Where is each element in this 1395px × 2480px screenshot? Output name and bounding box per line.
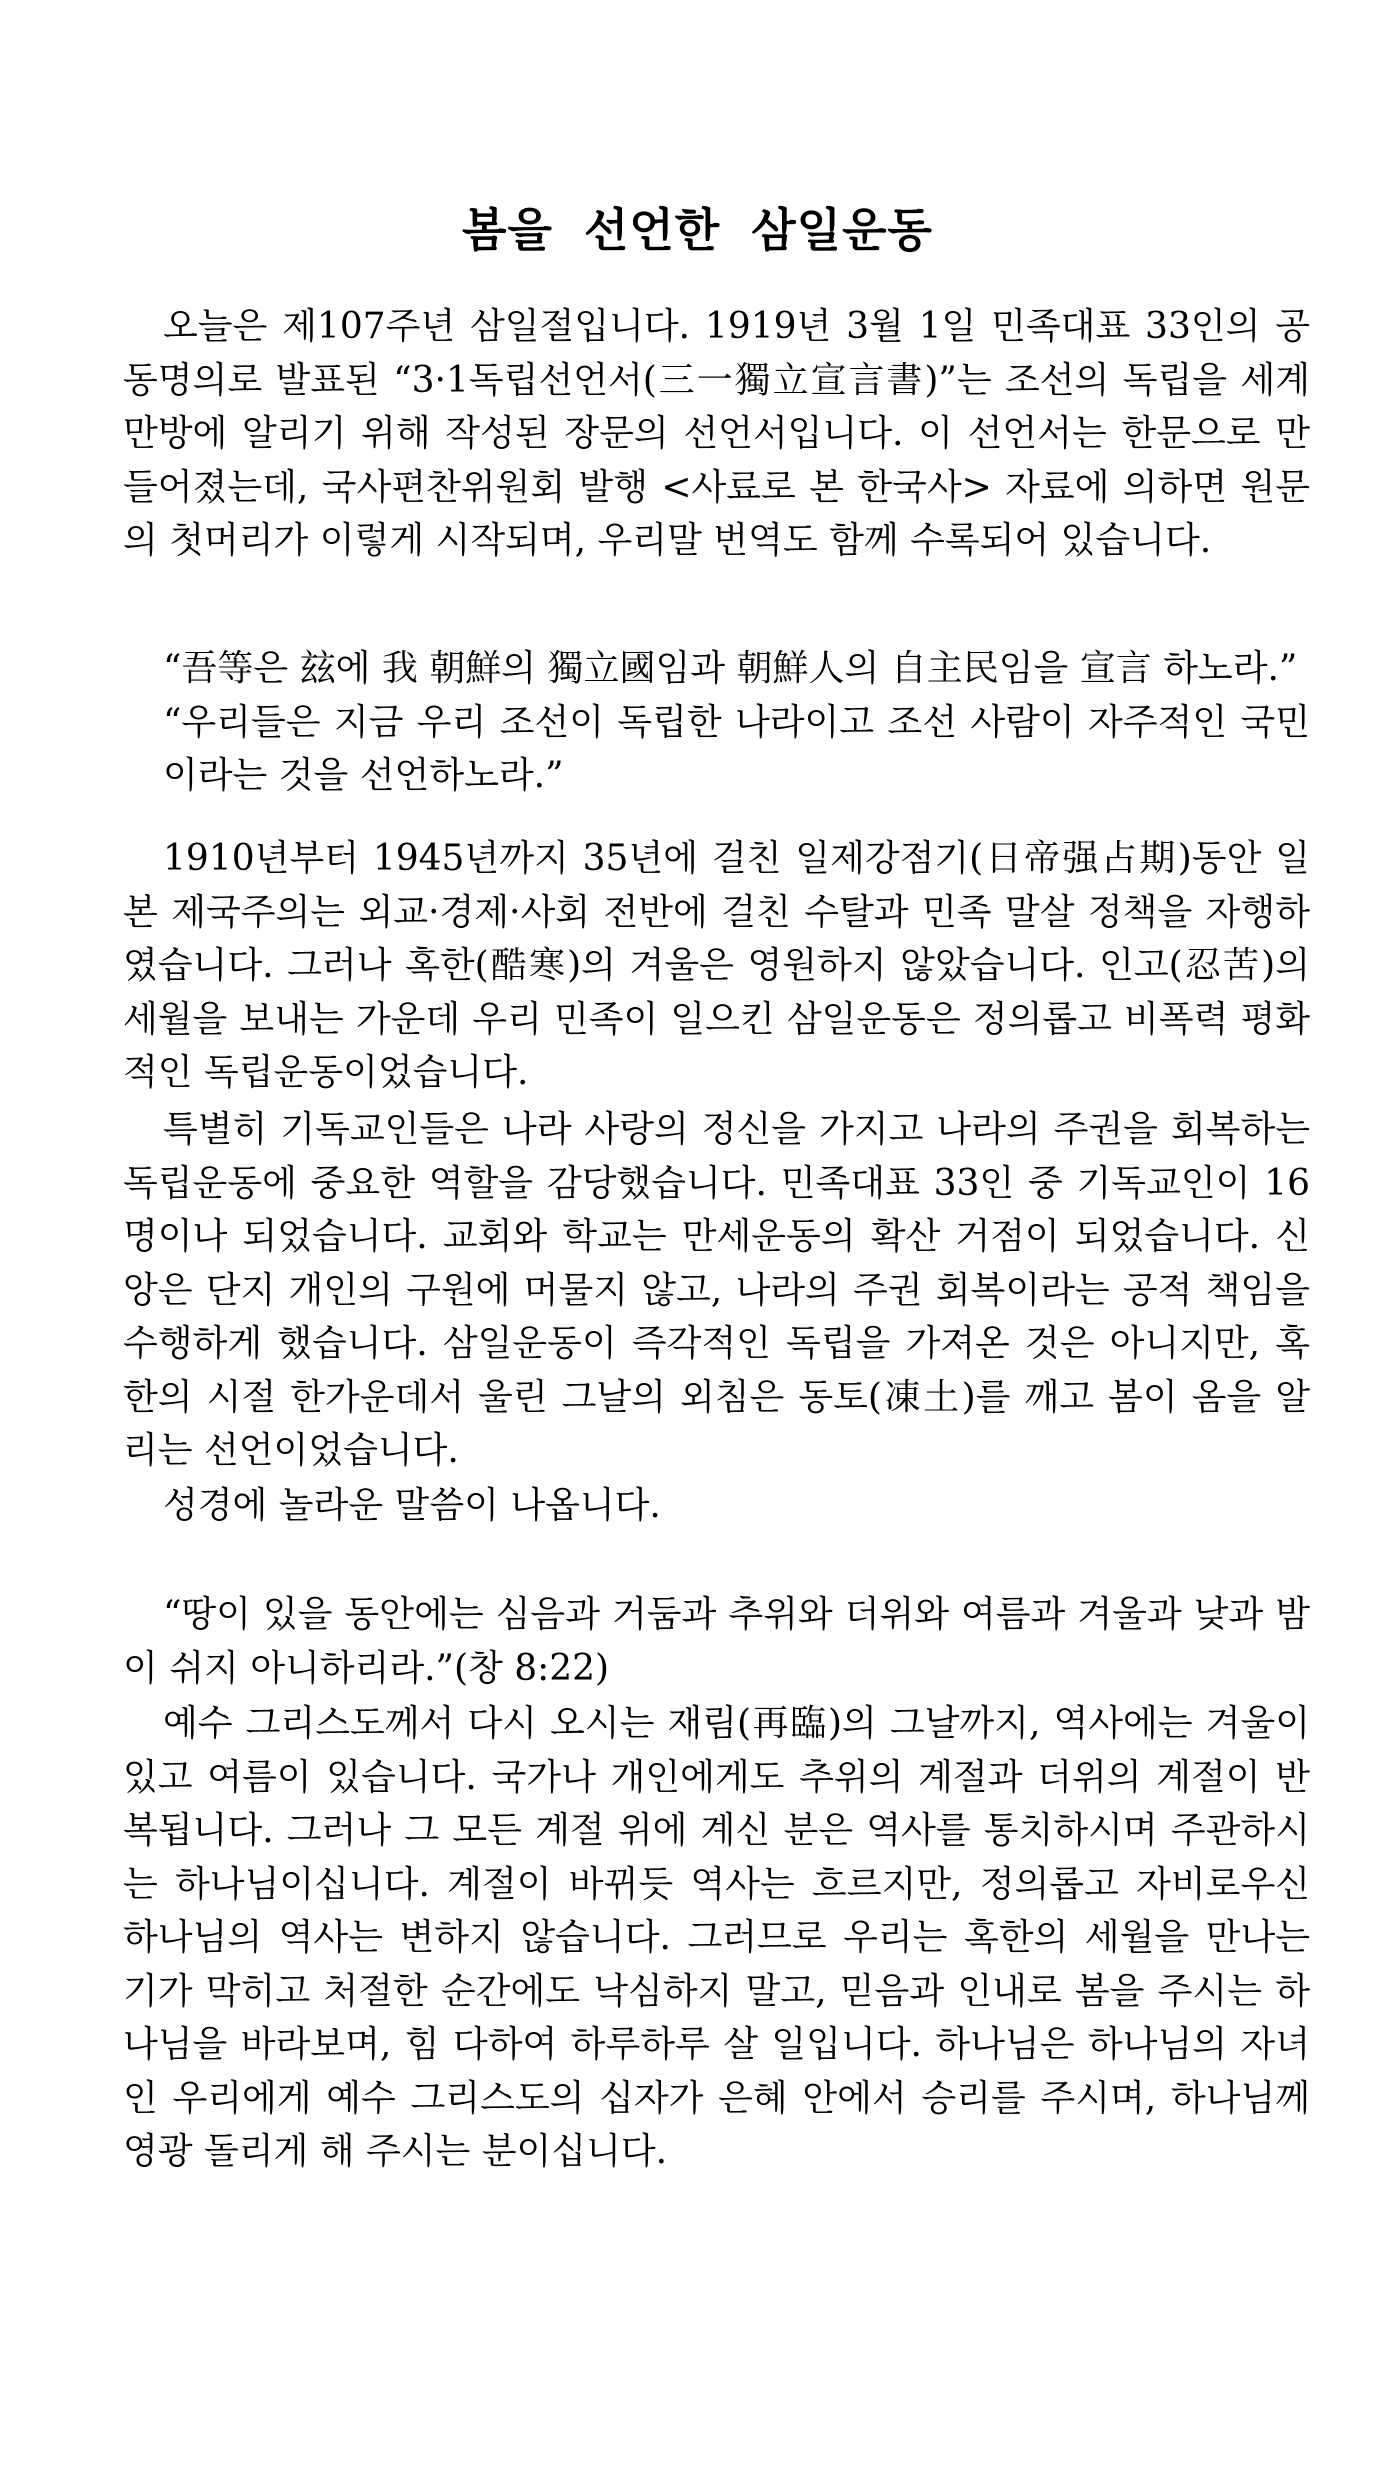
document-title: 봄을 선언한 삼일운동 [462,203,933,257]
paragraph-scripture-intro [123,1479,1310,1533]
paragraph-scripture-intro-text: 성경에 놀라운 말씀이 나옵니다. [163,1485,661,1526]
paragraph-occupation-text: 1910년부터 1945년까지 35년에 걸친 일제강점기(日帝强占期)동안 일본 제국주의는 외교·경제·사회 전반에 걸친 수탈과 민족 말살 정책을 자행하였습니다. 그러나 혹한(酷寒)의 겨울은 영원하지 않았습니다. 인고(忍苦)의 세월을 보내는 가운데 우리 민족이 일으킨 삼일운동은 정의롭고 비폭력 평화적인 독립운동이었습니다. [123,838,1310,1093]
paragraph-scripture-quote-text: “땅이 있을 동안에는 심음과 거둠과 추위와 더위와 여름과 겨울과 낮과 밤이 쉬지 아니하리라.”(창 8:22) [123,1594,1310,1689]
paragraph-christians-text: 특별히 기독교인들은 나라 사랑의 정신을 가지고 나라의 주권을 회복하는 독립운동에 중요한 역할을 감당했습니다. 민족대표 33인 중 기독교인이 16명이나 되었습니다. 교회와 학교는 만세운동의 확산 거점이 되었습니다. 신앙은 단지 개인의 구원에 머물지 않고, 나라의 주권 회복이라는 공적 책임을 수행하게 했습니다. 삼일운동이 즉각적인 독립을 가져온 것은 아니지만, 혹한의 시절 한가운데서 울린 그날의 외침은 동토(凍土)를 깨고 봄이 옴을 알리는 선언이었습니다. [123,1109,1310,1471]
paragraph-occupation [123,832,1310,1100]
paragraph-christians [123,1103,1310,1478]
declaration-original-quote: “吾等은 玆에 我 朝鮮의 獨立國임과 朝鮮人의 自主民임을 宣言 하노라.” [163,648,1298,689]
paragraph-intro [123,300,1310,568]
paragraph-scripture-quote [123,1588,1310,1695]
paragraph-conclusion-text: 예수 그리스도께서 다시 오시는 재림(再臨)의 그날까지, 역사에는 겨울이 있고 여름이 있습니다. 국가나 개인에게도 추위의 계절과 더위의 계절이 반복됩니다. 그러나 그 모든 계절 위에 계신 분은 역사를 통치하시며 주관하시는 하나님이십니다. 계절이 바뀌듯 역사는 흐르지만, 정의롭고 자비로우신 하나님의 역사는 변하지 않습니다. 그러므로 우리는 혹한의 세월을 만나는 기가 막히고 처절한 순간에도 낙심하지 말고, 믿음과 인내로 봄을 주시는 하나님을 바라보며, 힘 다하여 하루하루 살 일입니다. 하나님은 하나님의 자녀인 우리에게 예수 그리스도의 십자가 은혜 안에서 승리를 주시며, 하나님께 영광 돌리게 해 주시는 분이십니다. [123,1703,1310,2172]
declaration-translation-quote: “우리들은 지금 우리 조선이 독립한 나라이고 조선 사람이 자주적인 국민이라는 것을 선언하노라.” [163,701,1310,796]
declaration-quote-block [123,642,1310,803]
paragraph-conclusion [123,1697,1310,2179]
paragraph-intro-text: 오늘은 제107주년 삼일절입니다. 1919년 3월 1일 민족대표 33인의 공동명의로 발표된 “3·1독립선언서(三一獨立宣言書)”는 조선의 독립을 세계만방에 알리기 위해 작성된 장문의 선언서입니다. 이 선언서는 한문으로 만들어졌는데, 국사편찬위원회 발행 <사료로 본 한국사> 자료에 의하면 원문의 첫머리가 이렇게 시작되며, 우리말 번역도 함께 수록되어 있습니다. [123,306,1310,561]
